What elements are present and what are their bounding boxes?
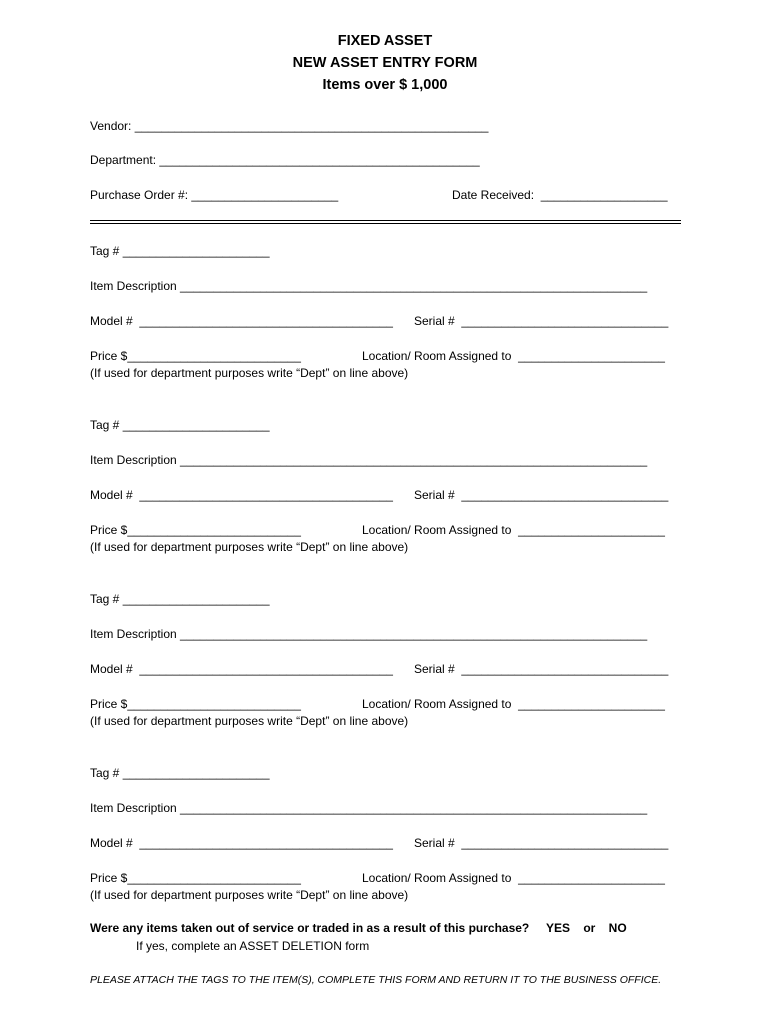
serial-field[interactable]: Serial # _______________________________	[414, 314, 669, 328]
model-field[interactable]: Model # ______________________________________	[90, 488, 393, 502]
tag-field[interactable]: Tag # ______________________	[90, 766, 270, 780]
divider-line	[90, 220, 681, 221]
item-description-field[interactable]: Item Description ______________________________________________________________________	[90, 627, 648, 641]
date-received-field[interactable]: Date Received: ___________________	[452, 188, 668, 202]
form-threshold: Items over $ 1,000	[322, 77, 448, 93]
location-field[interactable]: Location/ Room Assigned to ______________________	[362, 523, 665, 537]
purchase-order-field[interactable]: Purchase Order #: ______________________	[90, 188, 339, 202]
service-question: Were any items taken out of service or traded in as a result of this purchase?	[90, 921, 530, 935]
model-field[interactable]: Model # ______________________________________	[90, 662, 393, 676]
dept-note: (If used for department purposes write “Dept” on line above)	[90, 540, 409, 554]
serial-field[interactable]: Serial # _______________________________	[414, 836, 669, 850]
price-field[interactable]: Price $__________________________	[90, 871, 301, 885]
location-field[interactable]: Location/ Room Assigned to ______________________	[362, 349, 665, 363]
price-field[interactable]: Price $__________________________	[90, 697, 301, 711]
tag-field[interactable]: Tag # ______________________	[90, 592, 270, 606]
item-block-4	[0, 765, 770, 925]
item-block-2	[0, 417, 770, 577]
serial-field[interactable]: Serial # _______________________________	[414, 488, 669, 502]
serial-field[interactable]: Serial # _______________________________	[414, 662, 669, 676]
item-description-field[interactable]: Item Description ______________________________________________________________________	[90, 453, 648, 467]
tag-field[interactable]: Tag # ______________________	[90, 418, 270, 432]
price-field[interactable]: Price $__________________________	[90, 523, 301, 537]
item-description-field[interactable]: Item Description ______________________________________________________________________	[90, 279, 648, 293]
item-block-1	[0, 243, 770, 403]
form-subtitle: NEW ASSET ENTRY FORM	[292, 55, 478, 71]
form-title: FIXED ASSET	[337, 33, 433, 49]
department-field[interactable]: Department: ________________________________________________	[90, 153, 480, 167]
divider-line-thick	[90, 223, 681, 224]
price-field[interactable]: Price $__________________________	[90, 349, 301, 363]
dept-note: (If used for department purposes write “Dept” on line above)	[90, 888, 409, 902]
model-field[interactable]: Model # ______________________________________	[90, 314, 393, 328]
model-field[interactable]: Model # ______________________________________	[90, 836, 393, 850]
tag-field[interactable]: Tag # ______________________	[90, 244, 270, 258]
asset-deletion-note: If yes, complete an ASSET DELETION form	[136, 939, 370, 953]
location-field[interactable]: Location/ Room Assigned to ______________________	[362, 871, 665, 885]
item-block-3	[0, 591, 770, 751]
dept-note: (If used for department purposes write “Dept” on line above)	[90, 714, 409, 728]
item-description-field[interactable]: Item Description ______________________________________________________________________	[90, 801, 648, 815]
location-field[interactable]: Location/ Room Assigned to ______________________	[362, 697, 665, 711]
yes-no-choice[interactable]: YES or NO	[546, 921, 627, 935]
return-instruction: PLEASE ATTACH THE TAGS TO THE ITEM(S), COMPLETE THIS FORM AND RETURN IT TO THE BUSINESS OFFICE.	[90, 974, 662, 986]
dept-note: (If used for department purposes write “Dept” on line above)	[90, 366, 409, 380]
vendor-field[interactable]: Vendor: _____________________________________________________	[90, 119, 489, 133]
